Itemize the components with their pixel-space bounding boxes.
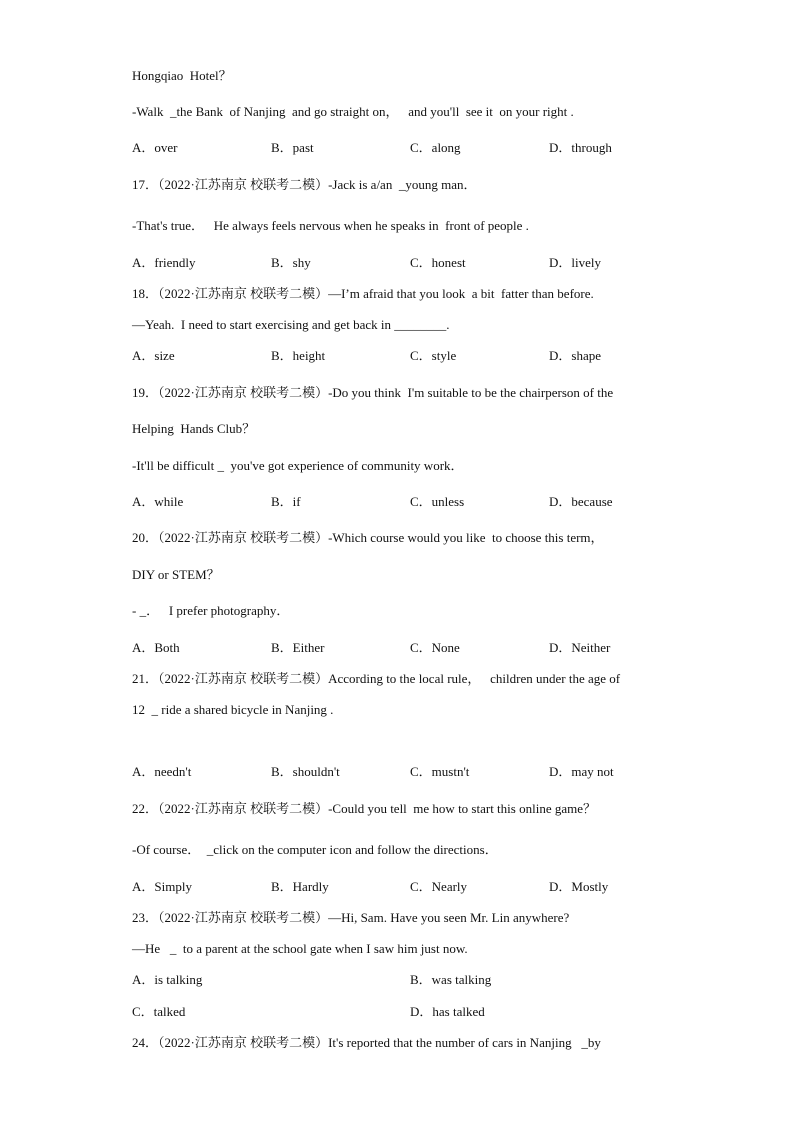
option-b: B．past (271, 140, 314, 155)
option-a: A．over (132, 140, 178, 155)
question-line: -Of course． _click on the computer icon and follow the directions． (132, 842, 498, 857)
option-b: B．shy (271, 255, 311, 270)
question-line: —He _ to a parent at the school gate when I saw him just now. (132, 941, 468, 956)
question-line: -Walk _the Bank of Nanjing and go straight on， and you'll see it on your right . (132, 104, 574, 119)
option-a: A．size (132, 348, 175, 363)
option-a: A．Both (132, 640, 180, 655)
option-d: D．Mostly (549, 879, 609, 894)
option-a: A．while (132, 494, 184, 509)
question-line: -It'll be difficult _ you've got experience of community work． (132, 458, 464, 473)
question-continuation: Hongqiao Hotel？ (132, 68, 232, 83)
question-line: - _． I prefer photography． (132, 603, 290, 618)
option-c: C．honest (410, 255, 466, 270)
question-line: DIY or STEM？ (132, 567, 220, 582)
question-line: 12 _ ride a shared bicycle in Nanjing . (132, 702, 334, 717)
option-c: C．None (410, 640, 460, 655)
question-23: 23．（2022·江苏南京 校联考二模）—Hi, Sam. Have you seen Mr. Lin anywhere? (132, 910, 570, 925)
question-line: -That's true． He always feels nervous when he speaks in front of people . (132, 218, 529, 233)
question-line: —Yeah. I need to start exercising and get back in ________. (132, 317, 450, 332)
option-c: C．along (410, 140, 461, 155)
option-b: B．was talking (410, 972, 492, 987)
option-a: A．friendly (132, 255, 196, 270)
question-22: 22．（2022·江苏南京 校联考二模）-Could you tell me how to start this online game？ (132, 801, 596, 816)
option-b: B．Hardly (271, 879, 329, 894)
option-d: D．may not (549, 764, 614, 779)
option-b: B．if (271, 494, 301, 509)
option-a: A．is talking (132, 972, 203, 987)
question-17: 17．（2022·江苏南京 校联考二模）-Jack is a/an _young man． (132, 177, 477, 192)
question-24: 24．（2022·江苏南京 校联考二模）It's reported that the number of cars in Nanjing _by (132, 1035, 601, 1050)
option-c: C．unless (410, 494, 465, 509)
option-a: A．needn't (132, 764, 192, 779)
option-d: D．because (549, 494, 613, 509)
question-21: 21．（2022·江苏南京 校联考二模）According to the local rule， children under the age of (132, 671, 621, 686)
option-b: B．height (271, 348, 326, 363)
option-c: C．talked (132, 1004, 186, 1019)
option-d: D．has talked (410, 1004, 485, 1019)
question-19: 19．（2022·江苏南京 校联考二模）-Do you think I'm suitable to be the chairperson of the (132, 385, 614, 400)
option-c: C．style (410, 348, 457, 363)
question-18: 18．（2022·江苏南京 校联考二模）—I’m afraid that you look a bit fatter than before. (132, 286, 594, 301)
question-20: 20．（2022·江苏南京 校联考二模）-Which course would you like to choose this term， (132, 530, 604, 545)
option-d: D．lively (549, 255, 601, 270)
question-line: Helping Hands Club？ (132, 421, 256, 436)
option-d: D．Neither (549, 640, 611, 655)
option-d: D．shape (549, 348, 601, 363)
option-b: B．Either (271, 640, 325, 655)
option-b: B．shouldn't (271, 764, 340, 779)
option-c: C．mustn't (410, 764, 470, 779)
option-c: C．Nearly (410, 879, 468, 894)
option-a: A．Simply (132, 879, 192, 894)
option-d: D．through (549, 140, 612, 155)
